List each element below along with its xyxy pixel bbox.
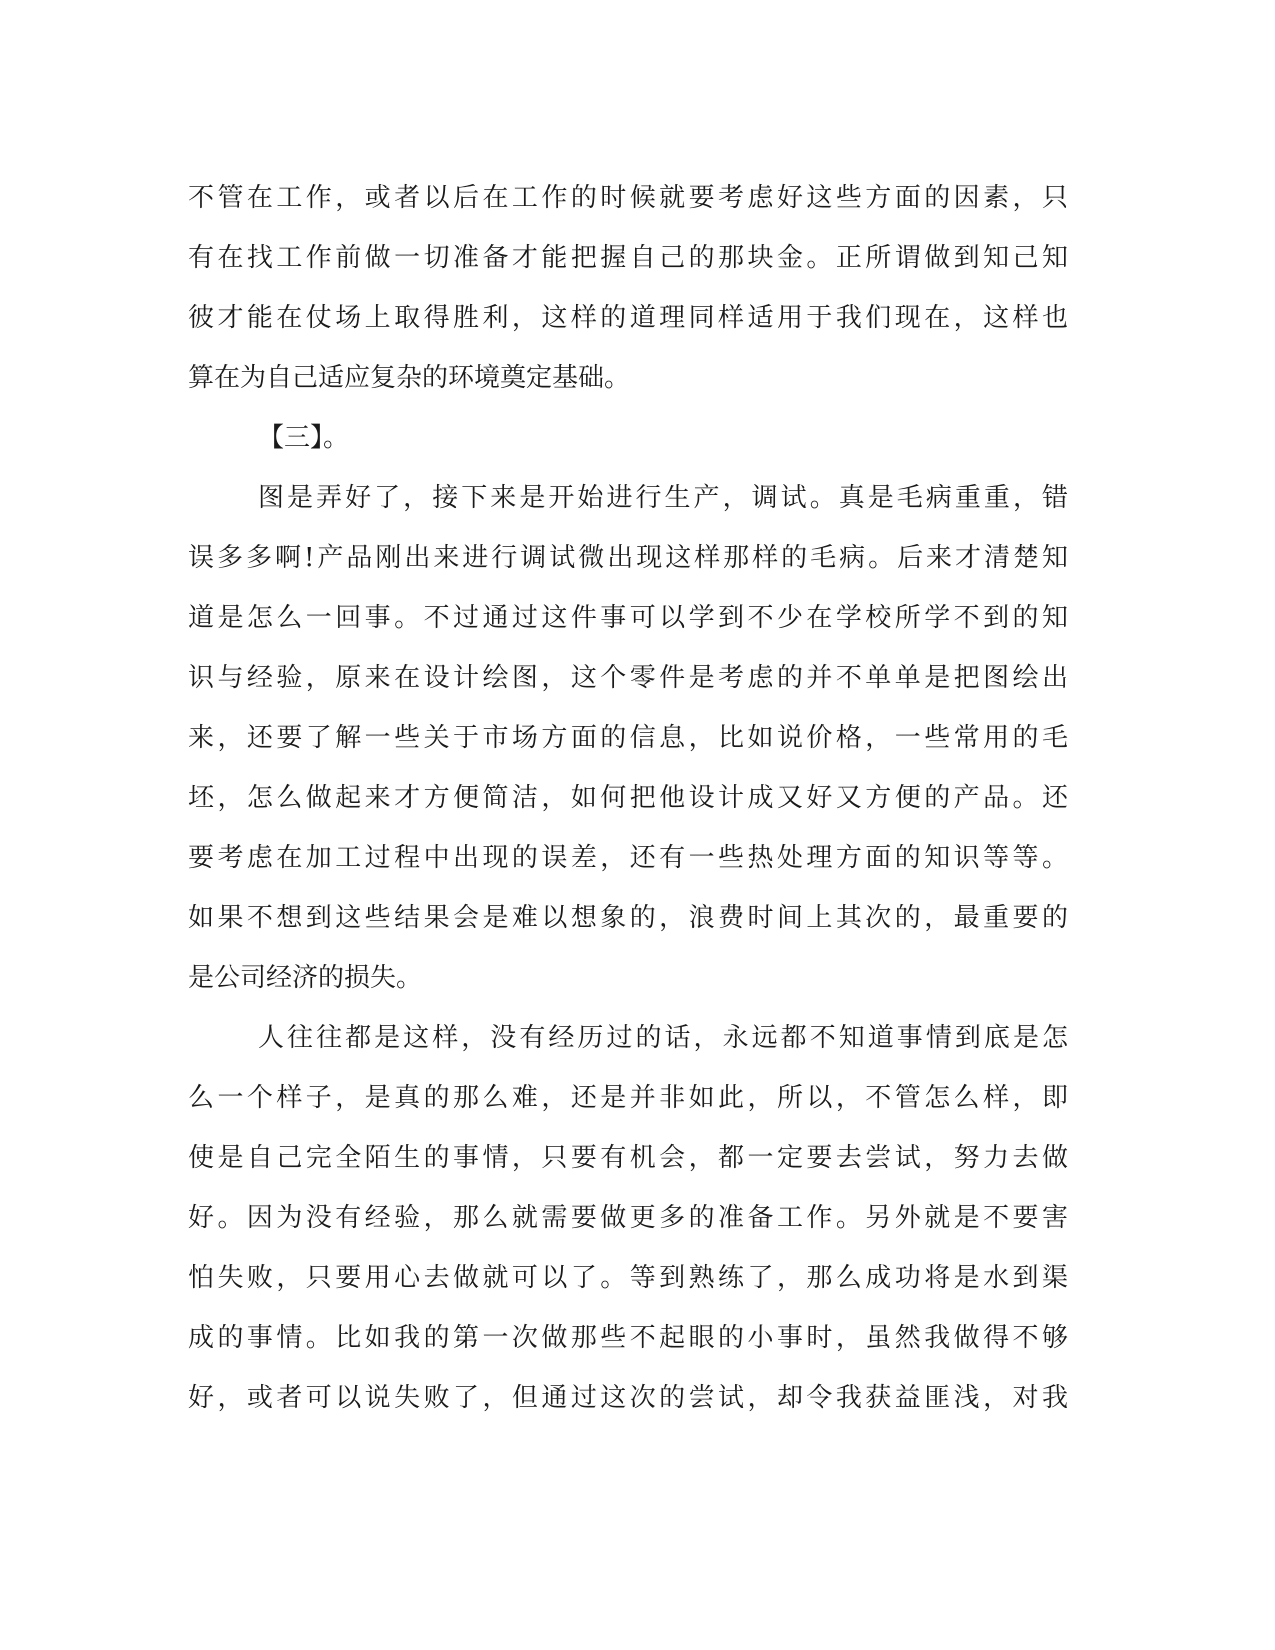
paragraph-2-line-2: 误多多啊!产品刚出来进行调试微出现这样那样的毛病。后来才清楚知 (188, 543, 1068, 573)
paragraph-2-line-8: 如果不想到这些结果会是难以想象的，浪费时间上其次的，最重要的 (188, 903, 1068, 933)
paragraph-2-line-5: 来，还要了解一些关于市场方面的信息，比如说价格，一些常用的毛 (188, 723, 1068, 753)
body-text (188, 168, 1068, 1428)
paragraph-2-line-1: 图是弄好了，接下来是开始进行生产，调试。真是毛病重重，错 (258, 483, 1068, 513)
paragraph-2-line-7: 要考虑在加工过程中出现的误差，还有一些热处理方面的知识等等。 (188, 843, 1068, 873)
paragraph-2-line-9: 是公司经济的损失。 (188, 963, 423, 993)
paragraph-3-line-7: 好，或者可以说失败了，但通过这次的尝试，却令我获益匪浅，对我 (188, 1383, 1068, 1413)
paragraph-3-line-4: 好。因为没有经验，那么就需要做更多的准备工作。另外就是不要害 (188, 1203, 1068, 1233)
paragraph-1-line-3: 彼才能在仗场上取得胜利，这样的道理同样适用于我们现在，这样也 (188, 303, 1068, 333)
paragraph-3-line-6: 成的事情。比如我的第一次做那些不起眼的小事时，虽然我做得不够 (188, 1323, 1068, 1353)
paragraph-3-line-1: 人往往都是这样，没有经历过的话，永远都不知道事情到底是怎 (258, 1023, 1068, 1053)
paragraph-2-line-6: 坯，怎么做起来才方便简洁，如何把他设计成又好又方便的产品。还 (188, 783, 1068, 813)
paragraph-3-line-5: 怕失败，只要用心去做就可以了。等到熟练了，那么成功将是水到渠 (188, 1263, 1068, 1293)
paragraph-1-line-2: 有在找工作前做一切准备才能把握自己的那块金。正所谓做到知己知 (188, 243, 1068, 273)
paragraph-2-line-4: 识与经验，原来在设计绘图，这个零件是考虑的并不单单是把图绘出 (188, 663, 1068, 693)
paragraph-1-line-1: 不管在工作，或者以后在工作的时候就要考虑好这些方面的因素，只 (188, 183, 1068, 213)
paragraph-3-line-3: 使是自己完全陌生的事情，只要有机会，都一定要去尝试，努力去做 (188, 1143, 1068, 1173)
paragraph-3-line-2: 么一个样子，是真的那么难，还是并非如此，所以，不管怎么样，即 (188, 1083, 1068, 1113)
paragraph-2-line-3: 道是怎么一回事。不过通过这件事可以学到不少在学校所学不到的知 (188, 603, 1068, 633)
section-heading: 【三】。 (258, 423, 350, 453)
paragraph-1-line-4: 算在为自己适应复杂的环境奠定基础。 (188, 363, 631, 393)
